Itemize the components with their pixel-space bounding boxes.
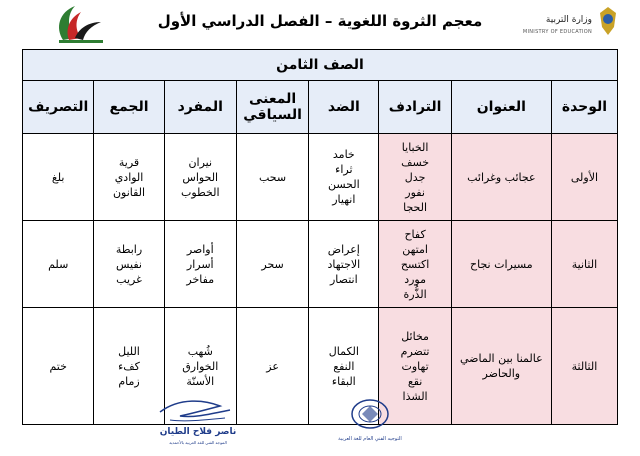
grade-title: الصف الثامن [23, 50, 618, 81]
column-header-synonyms: الترادف [379, 81, 451, 134]
column-header-unit: الوحدة [551, 81, 617, 134]
title-cell: مسيرات نجاح [451, 221, 551, 308]
page-header [0, 0, 640, 50]
column-header-antonyms: الضد [309, 81, 379, 134]
synonyms-cell: الخبايا خسف جدل نفور الحجا [379, 134, 451, 221]
singular-cell: شُهب الخوارق الأسنّة [164, 308, 236, 425]
contextual-cell: عز [236, 308, 308, 425]
column-header-derivation: التصريف [23, 81, 94, 134]
unit-cell: الثالثة [551, 308, 617, 425]
vocabulary-table [22, 49, 618, 425]
ministry-name: وزارة التربية [545, 15, 592, 25]
derivation-cell: سلم [23, 221, 94, 308]
title-cell: عالمنا بين الماضي والحاضر [451, 308, 551, 425]
table-row [23, 221, 618, 308]
antonyms-cell: خامد ثراء الحسن انهيار [309, 134, 379, 221]
plural-cell: رابطة نفيس غريب [94, 221, 164, 308]
singular-cell: نيران الحواس الخطوب [164, 134, 236, 221]
table-row [23, 134, 618, 221]
signature-subtitle: الموجه الفني للغة العربية بالأحمدية [169, 440, 227, 445]
page-title: معجم الثروة اللغوية – الفصل الدراسي الأول [157, 12, 483, 30]
ministry-emblem-logo [45, 2, 115, 46]
synonyms-cell: مخائل تتضرم تهاوت نقع الشذا [379, 308, 451, 425]
unit-cell: الأولى [551, 134, 617, 221]
signature-stamp [150, 392, 245, 452]
singular-cell: أواصر أسرار مفاخر [164, 221, 236, 308]
column-header-singular: المفرد [164, 81, 236, 134]
ministry-logo [510, 5, 620, 43]
plural-cell: قرية الوادي القانون [94, 134, 164, 221]
derivation-cell: بلغ [23, 134, 94, 221]
synonyms-cell: كفاح امتهن اكتسح مورد الذُّرة [379, 221, 451, 308]
column-header-contextual: المعنى السياقي [236, 81, 308, 134]
signature-name: ناصر فلاح الطيان [159, 427, 237, 437]
derivation-cell: ختم [23, 308, 94, 425]
antonyms-cell: الكمال النفع البقاء [309, 308, 379, 425]
column-header-title: العنوان [451, 81, 551, 134]
contextual-cell: سحب [236, 134, 308, 221]
column-header-plural: الجمع [94, 81, 164, 134]
title-cell: عجائب وغرائب [451, 134, 551, 221]
stamp-text: التوجيه الفني العام للغة العربية [338, 436, 402, 442]
ministry-name-en: MINISTRY OF EDUCATION [522, 29, 592, 35]
antonyms-cell: إعراض الاجتهاد انتصار [309, 221, 379, 308]
contextual-cell: سحر [236, 221, 308, 308]
unit-cell: الثانية [551, 221, 617, 308]
plural-cell: الليل كفء زمام [94, 308, 164, 425]
department-stamp [320, 392, 420, 452]
